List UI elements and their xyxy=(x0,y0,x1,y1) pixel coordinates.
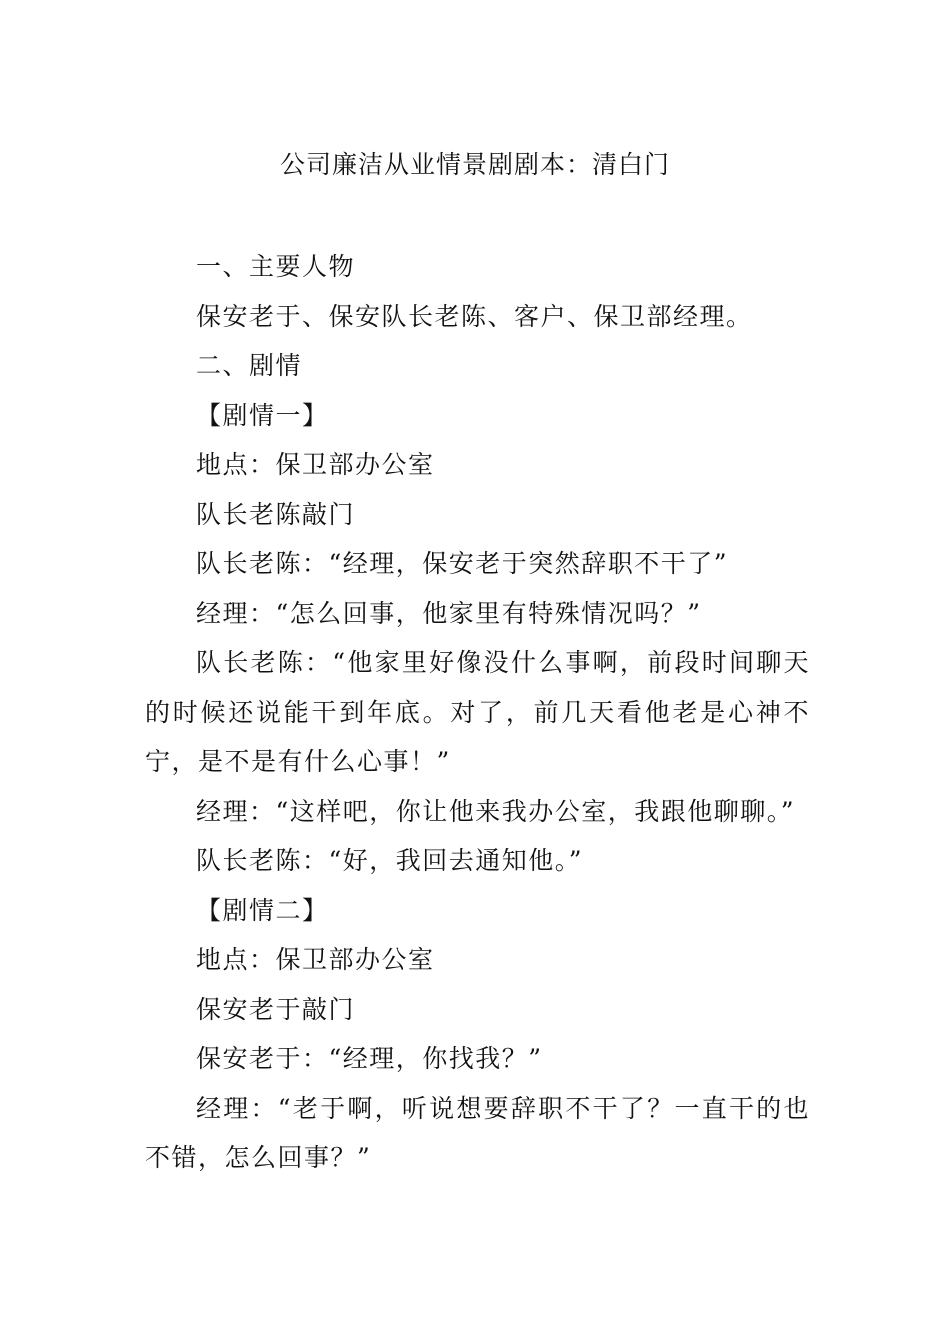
scene-location-1: 地点：保卫部办公室 xyxy=(196,450,435,479)
dialogue-line: 经理：“老于啊，听说想要辞职不干了？一直干的也不错，怎么回事？” xyxy=(145,1093,810,1172)
dialogue-line: 队长老陈：“经理，保安老于突然辞职不干了” xyxy=(196,549,729,578)
document-title: 公司廉洁从业情景剧剧本：清白门 xyxy=(279,150,670,179)
dialogue-line: 经理：“这样吧，你让他来我办公室，我跟他聊聊。” xyxy=(196,796,796,826)
section-heading-plot: 二、剧情 xyxy=(196,351,303,380)
scene-location-2: 地点：保卫部办公室 xyxy=(196,945,435,974)
character-list: 保安老于、保安队长老陈、客户、保卫部经理。 xyxy=(196,301,753,331)
dialogue-line: 队长老陈：“好，我回去通知他。” xyxy=(196,846,584,875)
dialogue-line: 队长老陈：“他家里好像没什么事啊，前段时间聊天的时候还说能干到年底。对了，前几天看他老是心神不宁，是不是有什么心事！” xyxy=(145,648,810,776)
stage-direction-2: 保安老于敲门 xyxy=(196,994,356,1024)
stage-direction-1: 队长老陈敲门 xyxy=(196,499,356,529)
dialogue-line: 经理：“怎么回事，他家里有特殊情况吗？” xyxy=(196,598,702,628)
scene-heading-2: 【剧情二】 xyxy=(196,895,329,925)
section-heading-characters: 一、主要人物 xyxy=(196,252,356,281)
document-body xyxy=(145,242,810,1183)
scene-heading-1: 【剧情一】 xyxy=(196,400,329,430)
dialogue-line: 保安老于：“经理，你找我？” xyxy=(196,1044,543,1073)
